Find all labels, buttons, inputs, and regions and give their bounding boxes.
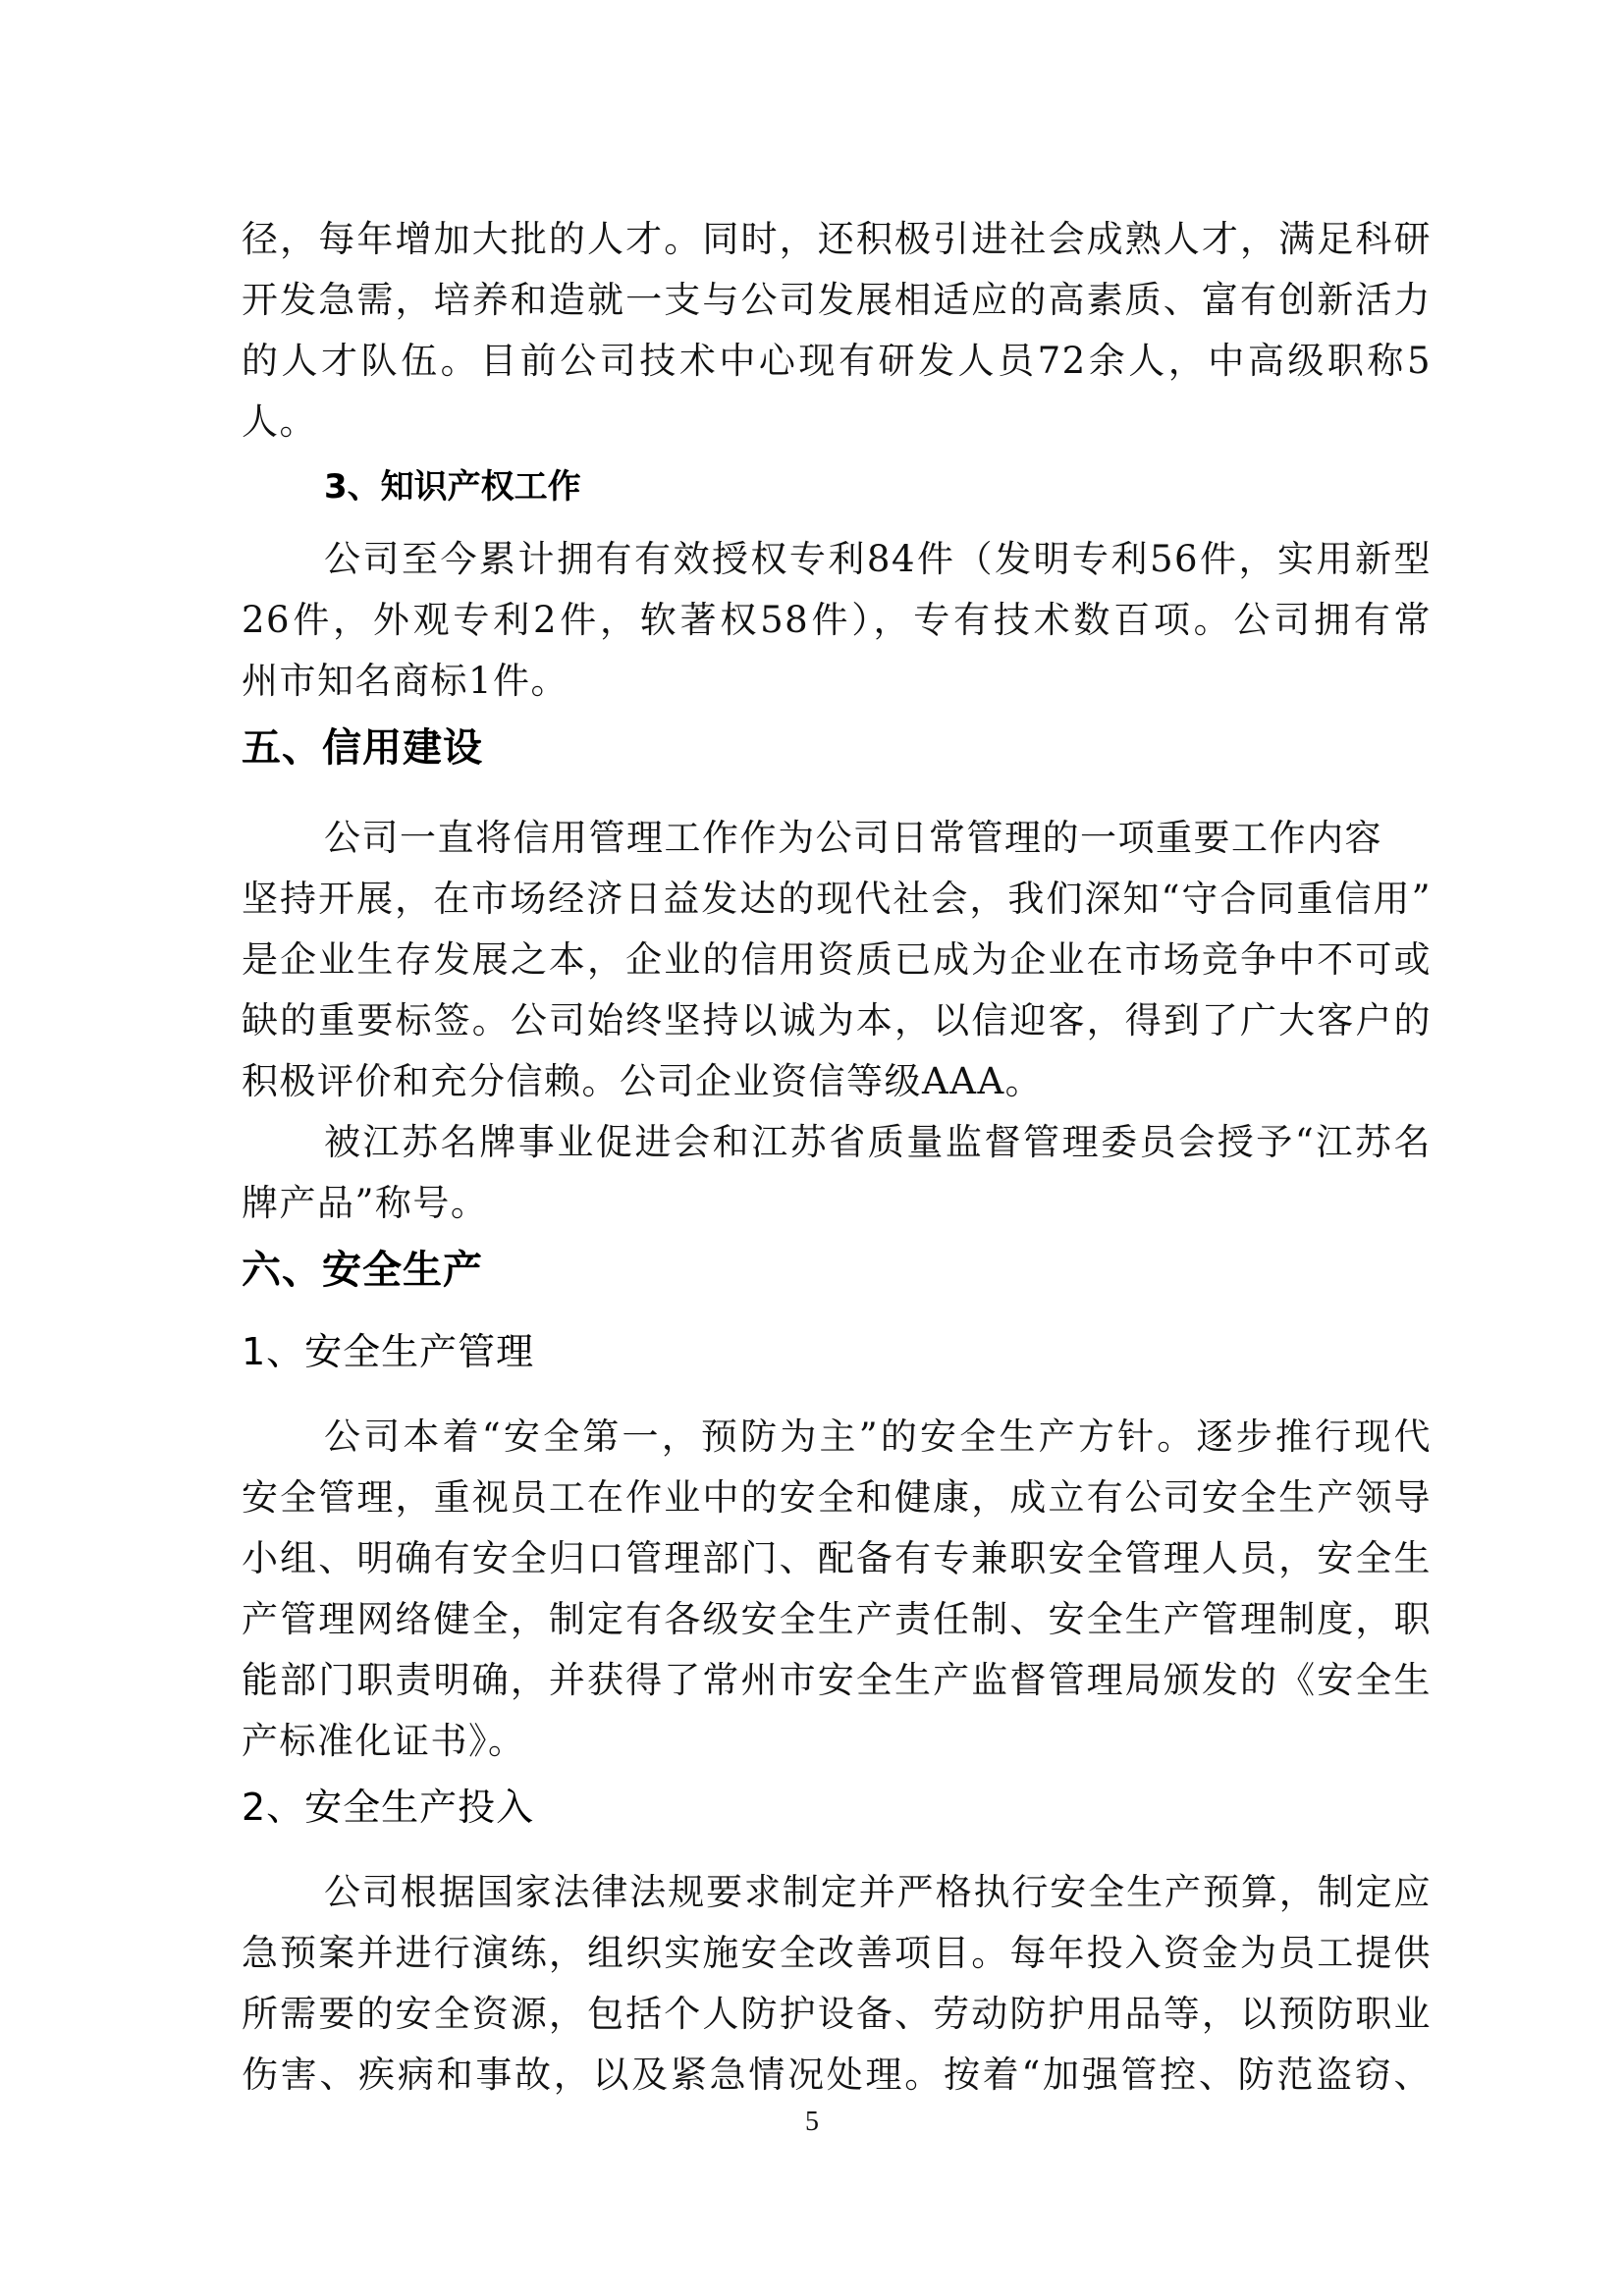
paragraph-line: 牌产品”称号。 xyxy=(242,1182,489,1224)
heading-credit-construction: 五、信用建设 xyxy=(242,725,483,771)
paragraph-line: 的人才队伍。目前公司技术中心现有研发人员72余人，中高级职称5 xyxy=(242,340,1432,382)
paragraph-line: 能部门职责明确，并获得了常州市安全生产监督管理局颁发的《安全生 xyxy=(242,1659,1432,1701)
paragraph-line: 所需要的安全资源，包括个人防护设备、劳动防护用品等，以预防职业 xyxy=(242,1993,1432,2035)
paragraph-line: 是企业生存发展之本，企业的信用资质已成为企业在市场竞争中不可或 xyxy=(242,938,1432,981)
paragraph-line: 公司一直将信用管理工作作为公司日常管理的一项重要工作内容 xyxy=(324,817,1382,859)
paragraph-line: 人。 xyxy=(242,400,317,443)
paragraph-line: 坚持开展，在市场经济日益发达的现代社会，我们深知“守合同重信用” xyxy=(242,878,1432,920)
subheading-safety-management: 1、安全生产管理 xyxy=(242,1330,535,1373)
paragraph-line: 公司本着“安全第一，预防为主”的安全生产方针。逐步推行现代 xyxy=(324,1415,1432,1458)
paragraph-line: 开发急需，培养和造就一支与公司发展相适应的高素质、富有创新活力 xyxy=(242,279,1432,321)
paragraph-line: 径，每年增加大批的人才。同时，还积极引进社会成熟人才，满足科研 xyxy=(242,218,1432,260)
paragraph-line: 州市知名商标1件。 xyxy=(242,660,569,702)
paragraph-line: 小组、明确有安全归口管理部门、配备有专兼职安全管理人员，安全生 xyxy=(242,1537,1432,1579)
paragraph-line: 产管理网络健全，制定有各级安全生产责任制、安全生产管理制度，职 xyxy=(242,1598,1432,1640)
paragraph-line: 被江苏名牌事业促进会和江苏省质量监督管理委员会授予“江苏名 xyxy=(324,1121,1432,1163)
paragraph-line: 安全管理，重视员工在作业中的安全和健康，成立有公司安全生产领导 xyxy=(242,1476,1432,1519)
page-number: 5 xyxy=(805,2107,819,2137)
paragraph-line: 积极评价和充分信赖。公司企业资信等级AAA。 xyxy=(242,1060,1044,1102)
paragraph-line: 产标准化证书》。 xyxy=(242,1720,526,1762)
paragraph-line: 公司至今累计拥有有效授权专利84件（发明专利56件，实用新型 xyxy=(324,538,1432,580)
paragraph-line: 急预案并进行演练，组织实施安全改善项目。每年投入资金为员工提供 xyxy=(242,1932,1432,1974)
subheading-safety-investment: 2、安全生产投入 xyxy=(242,1786,535,1829)
heading-safety-production: 六、安全生产 xyxy=(242,1248,483,1293)
paragraph-line: 伤害、疾病和事故，以及紧急情况处理。按着“加强管控、防范盗窃、 xyxy=(242,2054,1432,2096)
paragraph-line: 公司根据国家法律法规要求制定并严格执行安全生产预算，制定应 xyxy=(324,1871,1432,1913)
subheading-intellectual-property: 3、知识产权工作 xyxy=(324,467,581,507)
paragraph-line: 26件，外观专利2件，软著权58件），专有技术数百项。公司拥有常 xyxy=(242,599,1432,641)
paragraph-line: 缺的重要标签。公司始终坚持以诚为本，以信迎客，得到了广大客户的 xyxy=(242,999,1432,1041)
